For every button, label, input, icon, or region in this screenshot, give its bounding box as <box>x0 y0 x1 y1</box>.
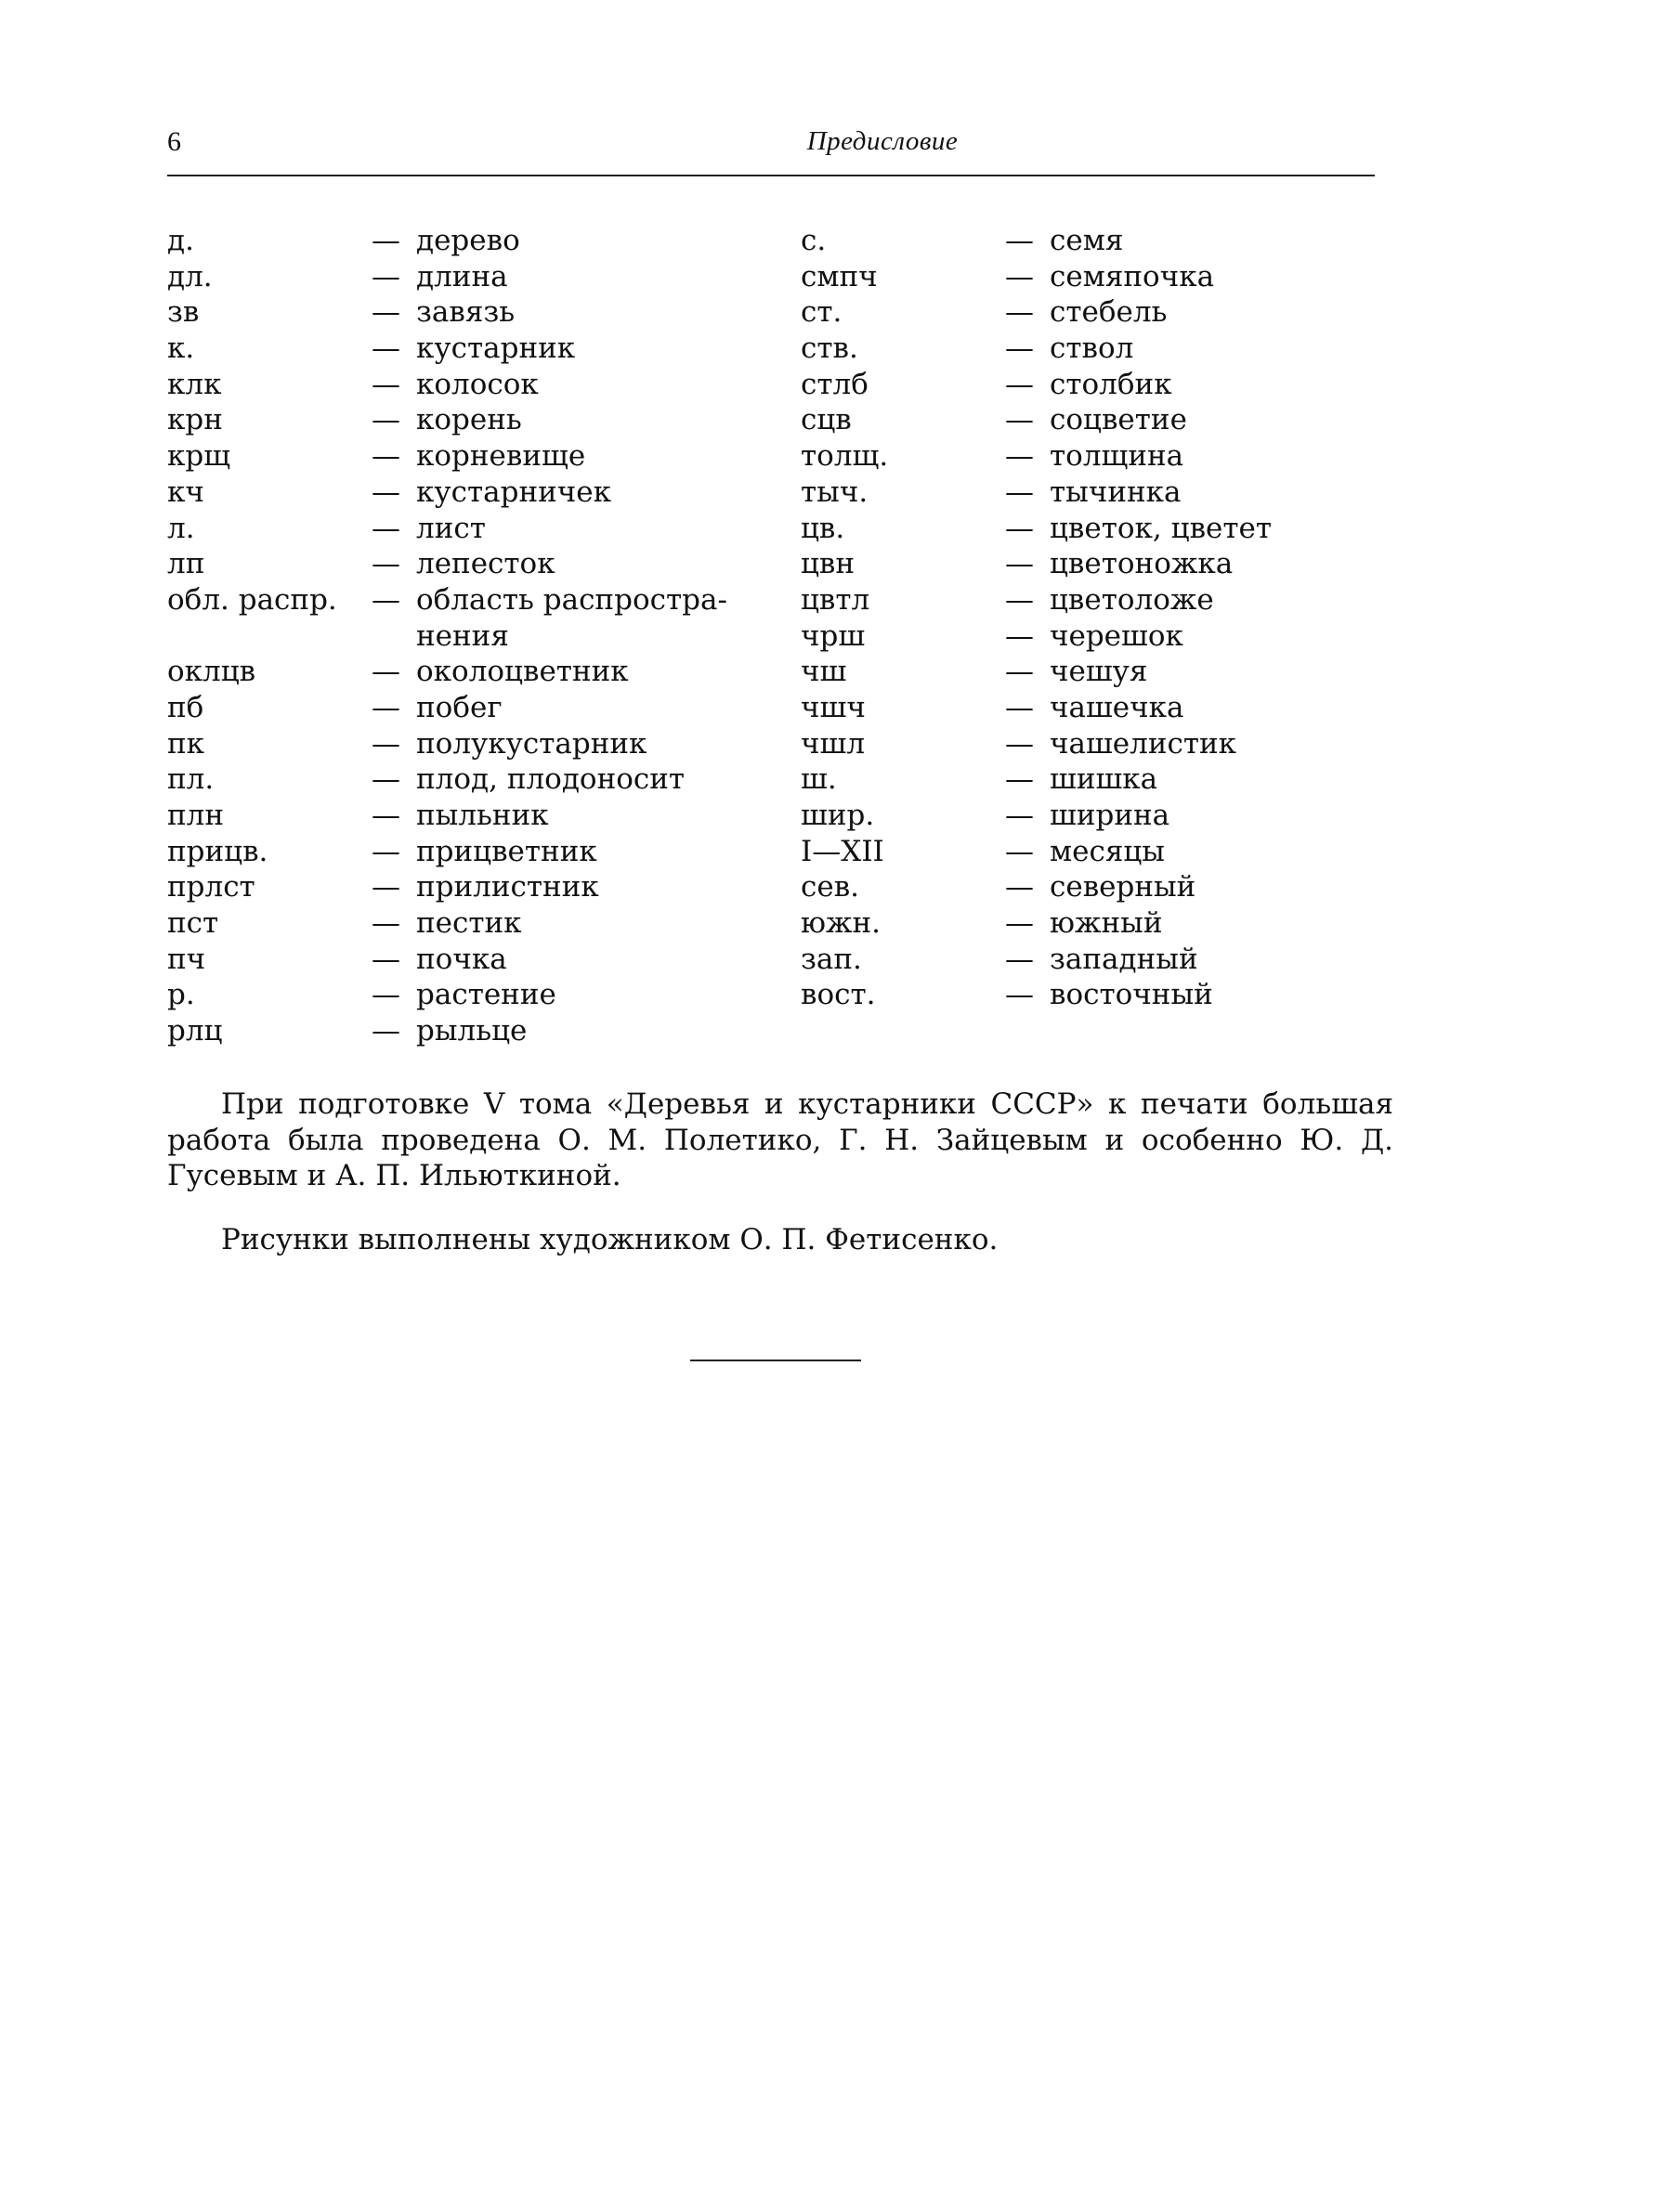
abbreviation-definition: шишка <box>1050 762 1158 797</box>
abbreviation-dash: — <box>1005 906 1034 941</box>
abbreviation-definition: лист <box>416 511 486 545</box>
abbreviation-term: клк <box>167 367 222 401</box>
abbreviation-term: прицв. <box>167 834 268 868</box>
abbreviation-dash: — <box>1005 834 1034 868</box>
abbreviation-definition: полукустарник <box>416 726 647 761</box>
abbreviation-term: цвтл <box>801 582 870 617</box>
abbreviation-row <box>801 834 1395 870</box>
abbreviation-definition: колосок <box>416 367 539 401</box>
abbreviation-row <box>167 367 799 403</box>
abbreviation-term: зап. <box>801 942 862 976</box>
abbreviation-definition: пыльник <box>416 799 549 833</box>
abbreviation-definition: месяцы <box>1050 834 1165 868</box>
abbreviation-term: рлц <box>167 1014 223 1048</box>
abbreviation-definition: соцветие <box>1050 403 1187 437</box>
abbreviation-row <box>167 223 799 259</box>
abbreviation-definition: корневище <box>416 439 586 474</box>
abbreviation-row <box>801 223 1395 259</box>
abbreviation-row <box>801 977 1395 1013</box>
abbreviation-term: цвн <box>801 547 856 581</box>
abbreviation-dash: — <box>1005 978 1034 1012</box>
abbreviation-term: стлб <box>801 367 869 401</box>
abbreviation-dash: — <box>372 547 400 581</box>
abbreviation-dash: — <box>1005 582 1034 617</box>
acknowledgement-paragraph: При подготовке V тома «Деревья и кустарники СССР» к печати большая работа была проведена О. М. Полетико, Г. Н. Зайцевым и особенно Ю. Д. Гусевым и А. П. Ильюткиной. <box>167 1087 1393 1192</box>
body-text <box>167 1086 1393 1257</box>
abbreviation-row <box>167 294 799 331</box>
abbreviation-term: с. <box>801 224 827 257</box>
abbreviation-row <box>167 905 799 942</box>
abbreviation-definition: пестик <box>416 906 522 941</box>
abbreviation-dash: — <box>372 332 400 366</box>
abbreviation-term: зв <box>167 295 200 330</box>
abbreviation-row <box>801 294 1395 331</box>
abbreviation-term: толщ. <box>801 439 889 474</box>
abbreviation-dash: — <box>1005 367 1034 401</box>
abbreviation-definition: северный <box>1050 870 1196 904</box>
abbreviation-definition: ствол <box>1050 332 1134 366</box>
abbreviation-dash: — <box>372 403 400 437</box>
abbreviation-dash: — <box>1005 799 1034 832</box>
abbreviation-term: пк <box>167 726 205 761</box>
abbreviation-row <box>167 475 799 511</box>
abbreviation-row <box>801 331 1395 367</box>
header-rule <box>167 175 1375 176</box>
abbreviation-definition: кустарник <box>416 332 576 366</box>
abbreviation-definition: цветоножка <box>1050 547 1234 581</box>
abbreviation-dash: — <box>1005 618 1034 653</box>
abbreviation-dash: — <box>372 224 400 257</box>
abbreviation-row <box>167 1013 799 1049</box>
abbreviation-dash: — <box>1005 295 1034 330</box>
abbreviation-dash: — <box>1005 511 1034 545</box>
abbreviation-term: лп <box>167 547 205 581</box>
abbreviation-term: л. <box>167 511 195 545</box>
abbreviation-definition: ширина <box>1050 799 1170 832</box>
abbreviation-definition: западный <box>1050 942 1198 976</box>
abbreviation-row <box>801 905 1395 942</box>
abbreviation-term: чрш <box>801 618 866 653</box>
abbreviation-term: ств. <box>801 332 858 366</box>
abbreviation-dash: — <box>1005 332 1034 366</box>
abbreviation-row <box>167 654 799 690</box>
abbreviation-dash: — <box>372 906 400 941</box>
abbreviation-row <box>801 690 1395 726</box>
abbreviation-definition: прицветник <box>416 834 597 868</box>
abbreviation-definition: черешок <box>1050 618 1183 653</box>
abbreviation-row <box>167 726 799 762</box>
abbreviation-dash: — <box>1005 942 1034 976</box>
abbreviation-row <box>167 438 799 475</box>
abbreviation-definition: корень <box>416 403 522 437</box>
abbreviation-definition: растение <box>416 978 556 1012</box>
abbreviation-term: кч <box>167 475 204 509</box>
abbreviation-definition: восточный <box>1050 978 1213 1012</box>
abbreviation-term: чшл <box>801 726 866 761</box>
section-end-rule <box>690 1360 861 1361</box>
abbreviation-dash: — <box>1005 547 1034 581</box>
abbreviation-row <box>801 511 1395 547</box>
abbreviation-row <box>167 402 799 438</box>
abbreviation-term: дл. <box>167 259 213 293</box>
abbreviation-dash: — <box>1005 870 1034 904</box>
abbreviation-dash: — <box>372 367 400 401</box>
abbreviation-row <box>801 367 1395 403</box>
abbreviation-term: южн. <box>801 906 882 941</box>
abbreviation-term: пст <box>167 906 219 941</box>
abbreviation-term: I—XII <box>801 834 884 868</box>
abbreviation-term: ш. <box>801 762 837 797</box>
abbreviation-row <box>167 977 799 1013</box>
abbreviation-row <box>167 834 799 870</box>
abbreviation-definition: длина <box>416 259 508 293</box>
abbreviation-dash: — <box>372 726 400 761</box>
abbreviation-dash: — <box>372 690 400 724</box>
abbreviation-dash: — <box>1005 762 1034 797</box>
abbreviation-dash: — <box>1005 403 1034 437</box>
abbreviation-dash: — <box>372 655 400 689</box>
abbreviation-term: пч <box>167 942 206 976</box>
abbreviation-definition: завязь <box>416 295 516 330</box>
abbreviation-dash: — <box>1005 259 1034 293</box>
abbreviation-row <box>167 582 799 654</box>
abbreviation-definition: стебель <box>1050 295 1168 330</box>
abbreviation-definition: побег <box>416 690 503 724</box>
abbreviation-dash: — <box>372 511 400 545</box>
abbreviation-dash: — <box>372 295 400 330</box>
abbreviation-definition: плод, плодоносит <box>416 762 686 797</box>
abbreviation-row <box>801 475 1395 511</box>
abbreviation-row <box>167 511 799 547</box>
abbreviation-term: обл. распр. <box>167 582 337 617</box>
abbreviation-definition: южный <box>1050 906 1163 941</box>
abbreviation-row <box>167 798 799 834</box>
abbreviation-definition: семя <box>1050 224 1124 257</box>
abbreviation-row <box>167 331 799 367</box>
abbreviation-term: плн <box>167 799 225 833</box>
abbreviation-definition: область распростра-нения <box>416 582 727 653</box>
abbreviation-list-left <box>167 223 799 1049</box>
abbreviation-row <box>167 942 799 978</box>
abbreviation-definition: чашечка <box>1050 690 1184 724</box>
abbreviation-dash: — <box>372 439 400 474</box>
abbreviation-term: чш <box>801 655 847 689</box>
abbreviation-term: крн <box>167 403 223 437</box>
abbreviation-dash: — <box>372 582 400 617</box>
abbreviation-dash: — <box>372 475 400 509</box>
abbreviation-row <box>167 869 799 905</box>
abbreviation-dash: — <box>372 870 400 904</box>
abbreviation-definition: кустарничек <box>416 475 611 509</box>
abbreviation-term: к. <box>167 332 195 366</box>
abbreviation-dash: — <box>372 762 400 797</box>
abbreviation-term: сев. <box>801 870 860 904</box>
abbreviation-term: прлст <box>167 870 255 904</box>
abbreviation-term: оклцв <box>167 655 256 689</box>
abbreviation-list-right <box>801 223 1395 1013</box>
abbreviation-term: крщ <box>167 439 231 474</box>
abbreviation-row <box>167 690 799 726</box>
abbreviation-term: смпч <box>801 259 878 293</box>
abbreviation-dash: — <box>372 259 400 293</box>
abbreviation-term: цв. <box>801 511 845 545</box>
abbreviation-dash: — <box>372 834 400 868</box>
abbreviation-row <box>801 654 1395 690</box>
abbreviation-dash: — <box>1005 655 1034 689</box>
abbreviation-dash: — <box>372 942 400 976</box>
abbreviation-definition: околоцветник <box>416 655 629 689</box>
abbreviation-definition: тычинка <box>1050 475 1182 509</box>
abbreviation-row <box>801 618 1395 655</box>
abbreviation-row <box>801 726 1395 762</box>
abbreviation-dash: — <box>1005 475 1034 509</box>
abbreviation-dash: — <box>372 1014 400 1048</box>
abbreviation-definition: чашелистик <box>1050 726 1237 761</box>
abbreviation-row <box>801 798 1395 834</box>
abbreviation-definition: толщина <box>1050 439 1184 474</box>
abbreviation-definition: прилистник <box>416 870 599 904</box>
abbreviation-dash: — <box>372 978 400 1012</box>
abbreviation-definition: чешуя <box>1050 655 1148 689</box>
abbreviation-row <box>801 546 1395 582</box>
abbreviation-definition: лепесток <box>416 547 555 581</box>
abbreviation-definition: столбик <box>1050 367 1172 401</box>
abbreviation-term: д. <box>167 224 194 257</box>
abbreviation-row <box>167 546 799 582</box>
abbreviation-term: ст. <box>801 295 843 330</box>
abbreviation-row <box>167 259 799 295</box>
abbreviation-definition: рыльце <box>416 1014 528 1048</box>
running-title: Предисловие <box>806 126 959 156</box>
abbreviation-row <box>167 761 799 798</box>
abbreviation-dash: — <box>372 799 400 833</box>
abbreviation-row <box>801 402 1395 438</box>
abbreviation-definition: цветок, цветет <box>1050 511 1273 545</box>
abbreviation-definition: дерево <box>416 224 520 257</box>
abbreviation-term: пб <box>167 690 204 724</box>
abbreviation-row <box>801 259 1395 295</box>
abbreviation-row <box>801 869 1395 905</box>
abbreviation-dash: — <box>1005 690 1034 724</box>
abbreviation-dash: — <box>1005 726 1034 761</box>
abbreviation-dash: — <box>1005 224 1034 257</box>
abbreviation-term: пл. <box>167 762 215 797</box>
abbreviation-dash: — <box>1005 439 1034 474</box>
running-head <box>167 126 1375 171</box>
abbreviation-row <box>801 438 1395 475</box>
page-number: 6 <box>167 126 181 157</box>
abbreviation-term: сцв <box>801 403 852 437</box>
illustrator-credit: Рисунки выполнены художником О. П. Фетисенко. <box>221 1222 999 1256</box>
abbreviation-term: шир. <box>801 799 875 832</box>
abbreviation-row <box>801 582 1395 618</box>
abbreviation-definition: почка <box>416 942 507 976</box>
abbreviation-term: тыч. <box>801 475 869 509</box>
abbreviation-definition: семяпочка <box>1050 259 1215 293</box>
abbreviation-row <box>801 942 1395 978</box>
abbreviation-term: вост. <box>801 978 876 1012</box>
abbreviation-term: р. <box>167 978 195 1012</box>
abbreviation-term: чшч <box>801 690 866 724</box>
abbreviation-definition: цветоложе <box>1050 582 1214 617</box>
abbreviation-row <box>801 761 1395 798</box>
